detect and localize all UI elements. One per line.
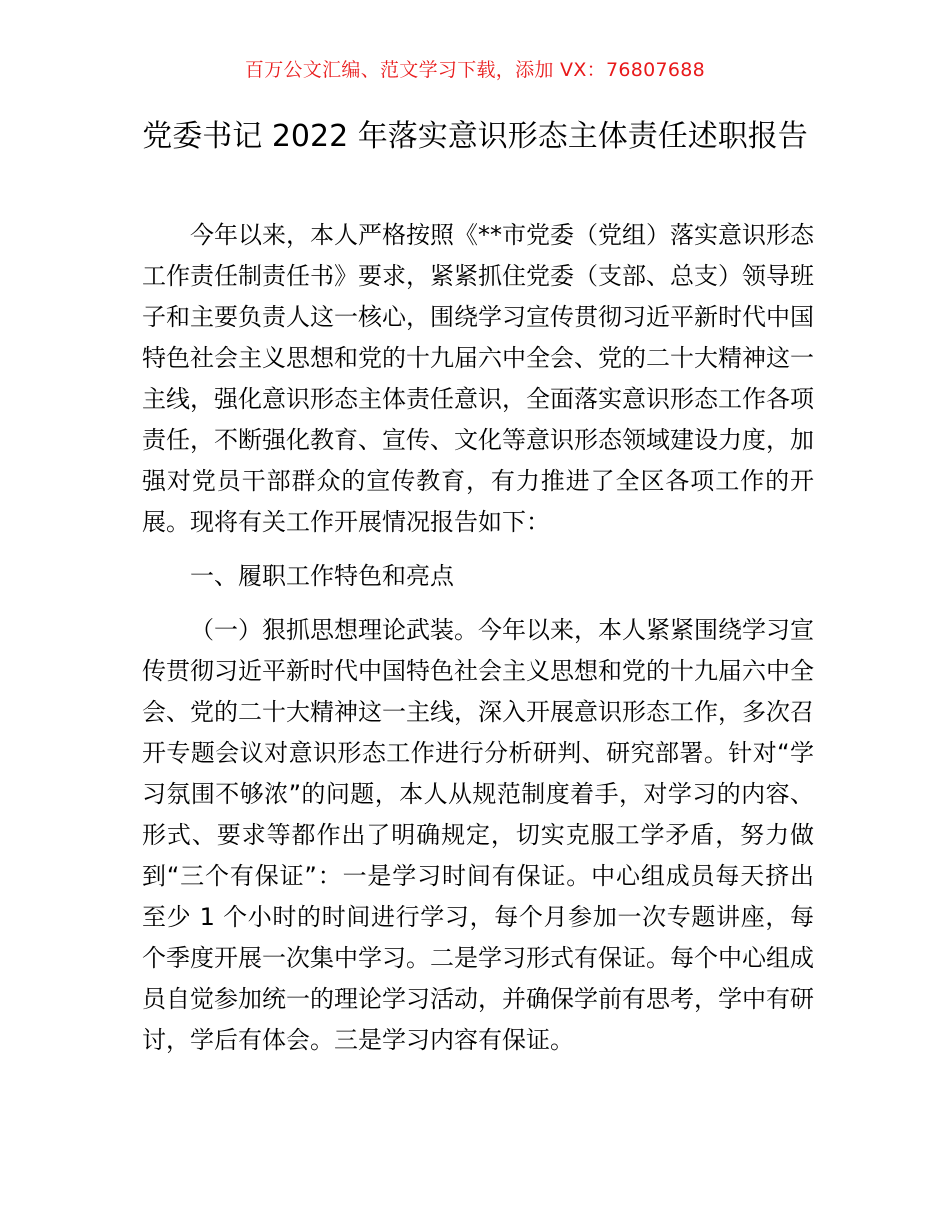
document-body	[142, 215, 814, 1061]
watermark-header: 百万公文汇编、范文学习下载，添加 VX：76807688	[244, 59, 706, 81]
document-title: 党委书记 2022 年落实意识形态主体责任述职报告	[142, 119, 808, 154]
paragraph-intro: 今年以来，本人严格按照《**市党委（党组）落实意识形态工作责任制责任书》要求，紧紧抓住党委（支部、总支）领导班子和主要负责人这一核心，围绕学习宣传贯彻习近平新时代中国特色社会主义思想和党的十九届六中全会、党的二十大精神这一主线，强化意识形态主体责任意识，全面落实意识形态工作各项责任，不断强化教育、宣传、文化等意识形态领域建设力度，加强对党员干部群众的宣传教育，有力推进了全区各项工作的开展。现将有关工作开展情况报告如下：	[142, 221, 814, 536]
paragraph-section-1-1: （一）狠抓思想理论武装。今年以来，本人紧紧围绕学习宣传贯彻习近平新时代中国特色社会主义思想和党的十九届六中全会、党的二十大精神这一主线，深入开展意识形态工作，多次召开专题会议对意识形态工作进行分析研判、研究部署。针对“学习氛围不够浓”的问题，本人从规范制度着手，对学习的内容、形式、要求等都作出了明确规定，切实克服工学矛盾，努力做到“三个有保证”：一是学习时间有保证。中心组成员每天挤出至少 1 个小时的时间进行学习，每个月参加一次专题讲座，每个季度开展一次集中学习。二是学习形式有保证。每个中心组成员自觉参加统一的理论学习活动，并确保学前有思考，学中有研讨，学后有体会。三是学习内容有保证。	[142, 616, 814, 1054]
section-heading-1: 一、履职工作特色和亮点	[190, 562, 454, 590]
